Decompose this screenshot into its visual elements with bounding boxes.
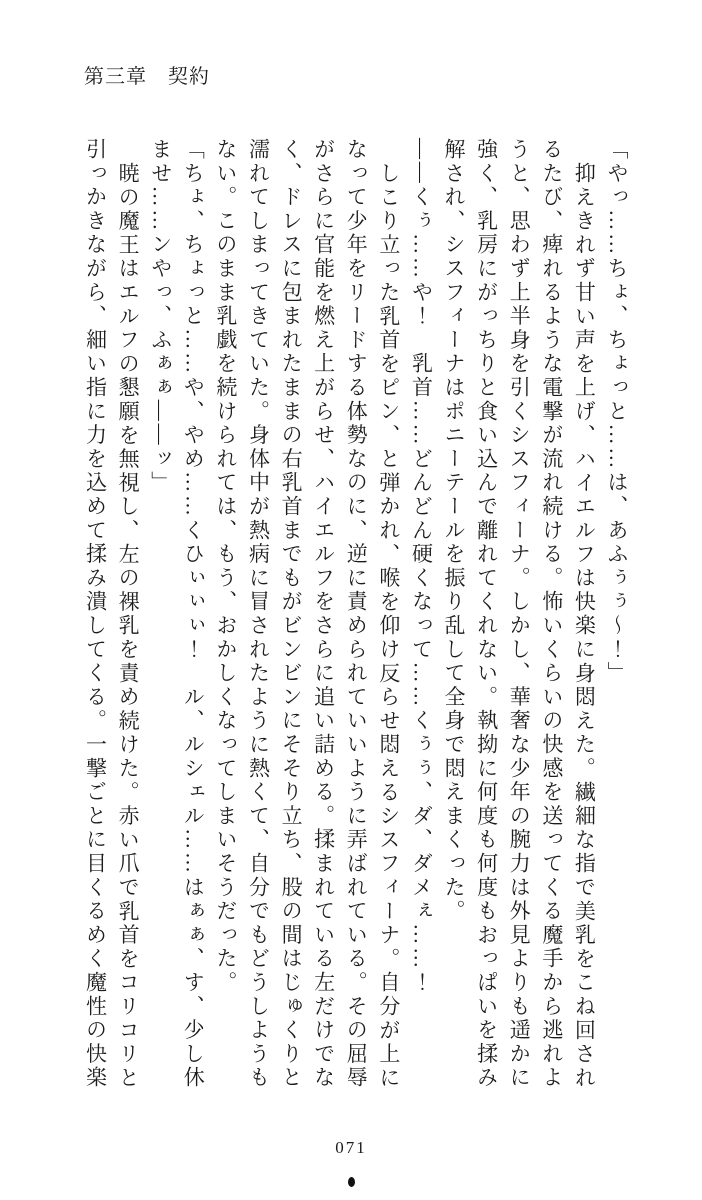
chapter-header: 第三章 契約	[84, 66, 210, 88]
paragraph-dialogue: 「やっ……ちょ、ちょっと……は、あふぅぅ～！」	[605, 138, 629, 686]
paragraph: 抑えきれず甘い声を上げ、ハイエルフは快楽に身悶えた。繊細な指で美乳をこね回されるたび、痺れるような電撃が流れ続ける。怖いくらいの快感を送ってくる魔手から逃れようと、思わず上半身を引くシスフィーナ。しかし、華奢な少年の腕力は外見よりも遥かに強く、乳房にがっちりと食い込んで離れてくれない。執拗に何度も何度もおっぱいを揉み解され、シスフィーナはポニーテールを振り乱して全身で悶えまくった。	[442, 138, 597, 1090]
paragraph: 暁の魔王はエルフの懇願を無視し、左の裸乳を責め続けた。赤い爪で乳首をコリコリと引っかきながら、細い指に力を込めて揉み潰してくる。一撃ごとに目くるめく魔性の快楽	[83, 138, 141, 1090]
page-marker-dot	[348, 1177, 355, 1187]
body-text	[77, 138, 633, 1090]
paragraph-inner-voice: ――くぅ……や！ 乳首……どんどん硬くなって……くぅぅ、ダ、ダメぇ……！	[409, 138, 434, 995]
paragraph: しこり立った乳首をピン、と弾かれ、喉を仰け反らせ悶えるシスフィーナ。自分が上になって少年をリードする体勢なのに、逆に責められていいように弄ばれている。その屈辱がさらに官能を燃え上がらせ、ハイエルフをさらに追い詰める。揉まれている左だけでなく、ドレスに包まれたままの右乳首までもがビンビンにそそり立ち、股の間はじゅくりと濡れてしまってきていた。身体中が熱病に冒されたように熱くて、自分でもどうしようもない。このまま乳戯を続けられては、もう、おかしくなってしまいそうだった。	[213, 138, 401, 1090]
paragraph-dialogue: 「ちょ、ちょっと……や、やめ……くひぃぃぃ！ ル、ルシェル……はぁぁ、す、少し休ませ……ンやっ、ふぁぁ――ッ」	[148, 138, 206, 1090]
page-number: 071	[335, 1138, 367, 1157]
